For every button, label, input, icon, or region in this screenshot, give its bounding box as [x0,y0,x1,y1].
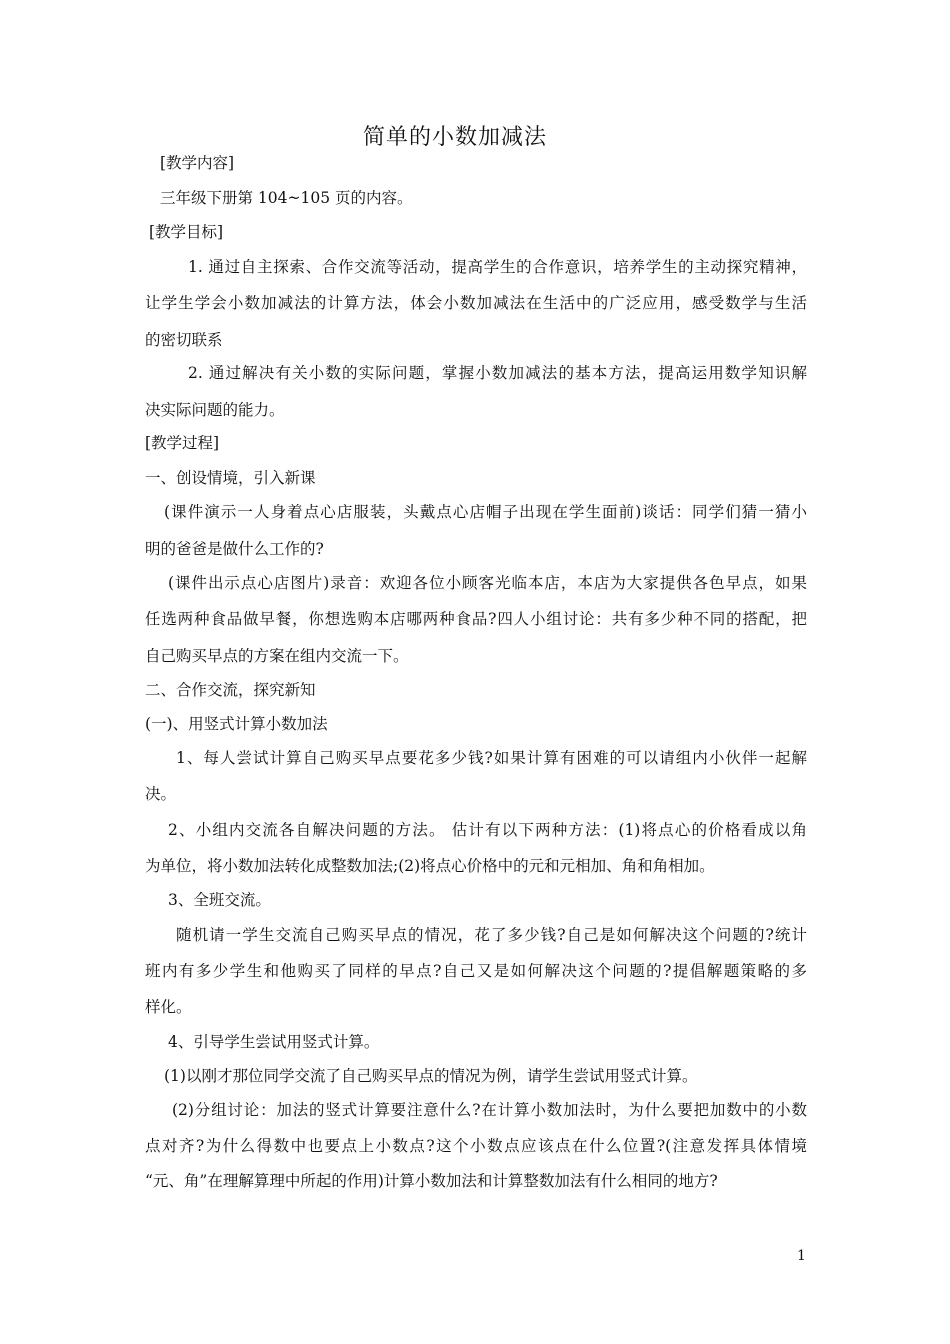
paragraph-line: 2、小组内交流各自解决问题的方法。 估计有以下两种方法：(1)将点心的价格看成以角 [168,821,807,839]
paragraph-line: 决实际问题的能力。 [145,401,285,419]
paragraph-line: 点对齐?为什么得数中也要点上小数点?这个小数点应该点在什么位置?(注意发挥具体情境 [145,1137,807,1155]
paragraph-line: (课件演示一人身着点心店服装，头戴点心店帽子出现在学生面前)谈话：同学们猜一猜小 [164,503,807,521]
paragraph-line: (课件出示点心店图片)录音：欢迎各位小顾客光临本店，本店为大家提供各色早点，如果 [168,574,807,592]
paragraph-line: 为单位，将小数加法转化成整数加法;(2)将点心价格中的元和元相加、角和角相加。 [145,857,715,875]
section-heading-content: [教学内容] [160,154,235,172]
paragraph-line: 决。 [145,785,177,803]
paragraph-line: “元、角”在理解算理中所起的作用)计算小数加法和计算整数加法有什么相同的地方? [145,1172,718,1190]
page-number: 1 [797,1248,806,1264]
paragraph-line: 让学生学会小数加减法的计算方法，体会小数加减法在生活中的广泛应用，感受数学与生活 [145,294,807,312]
content-text: 三年级下册第 104~105 页的内容。 [160,189,413,207]
paragraph-line: 自己购买早点的方案在组内交流一下。 [145,647,409,665]
section-heading-process: [教学过程] [145,434,220,452]
paragraph-line: 样化。 [145,998,192,1016]
paragraph-line: 的密切联系 [145,331,223,349]
paragraph-line: 1. 通过自主探索、合作交流等活动，提高学生的合作意识，培养学生的主动探究精神， [188,258,807,276]
paragraph-line: (1)以刚才那位同学交流了自己购买早点的情况为例，请学生尝试用竖式计算。 [164,1067,698,1085]
paragraph-line: 班内有多少学生和他购买了同样的早点?自己又是如何解决这个问题的?提倡解题策略的多 [145,962,807,980]
paragraph-line: 随机请一学生交流自己购买早点的情况，花了多少钱?自己是如何解决这个问题的?统计 [176,926,807,944]
paragraph-line: (2)分组讨论：加法的竖式计算要注意什么?在计算小数加法时，为什么要把加数中的小数 [172,1101,807,1119]
paragraph-line: 4、引导学生尝试用竖式计算。 [168,1033,380,1051]
section-heading: 二、合作交流，探究新知 [145,681,316,699]
paragraph-line: 3、全班交流。 [168,891,271,909]
section-heading-goals: [教学目标] [149,223,224,241]
subsection-heading: (一)、用竖式计算小数加法 [145,715,328,733]
section-heading: 一、创设情境，引入新课 [145,469,316,487]
paragraph-line: 任选两种食品做早餐，你想选购本店哪两种食品?四人小组讨论：共有多少种不同的搭配，把 [145,610,807,628]
paragraph-line: 1、每人尝试计算自己购买早点要花多少钱?如果计算有困难的可以请组内小伙伴一起解 [176,749,807,767]
paragraph-line: 明的爸爸是做什么工作的? [145,540,324,558]
document-title: 简单的小数加减法 [362,125,547,150]
paragraph-line: 2. 通过解决有关小数的实际问题，掌握小数加减法的基本方法，提高运用数学知识解 [188,364,807,382]
